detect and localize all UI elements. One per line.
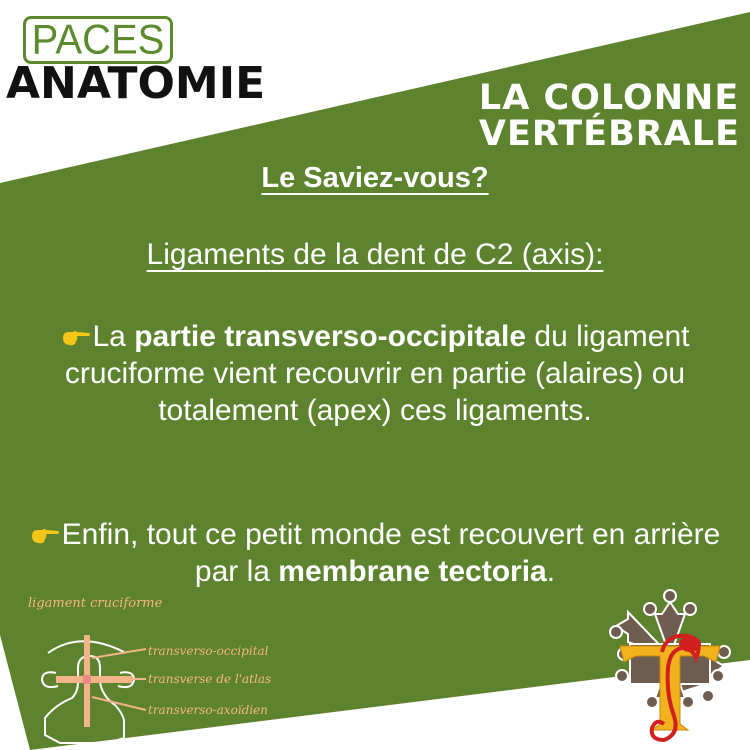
diagram-label-transverso-axoidien: transverso-axoïdien	[148, 703, 268, 717]
diagram-label-transverso-occipital: transverso-occipital	[148, 644, 269, 658]
bullet-1-bold: partie transverso-occipitale	[134, 320, 527, 353]
subheading	[0, 238, 750, 272]
occitan-cross-emblem-icon	[600, 584, 740, 744]
bullet-2-post: .	[546, 555, 556, 588]
heading	[0, 162, 750, 195]
diagram-title: ligament cruciforme	[28, 596, 163, 611]
bullet-2-bold: membrane tectoria	[278, 555, 547, 588]
pointing-hand-icon	[30, 524, 60, 546]
heading-text: Le Saviez-vous?	[261, 162, 489, 194]
bullet-paragraph-1	[0, 318, 750, 429]
logo-paces-text: PACES	[31, 16, 165, 64]
bullet-paragraph-2	[0, 516, 750, 590]
title-line-1: LA COLONNE	[478, 78, 740, 118]
logo-paces-box	[23, 16, 173, 64]
logo-anatomie-text: ANATOMIE	[6, 58, 266, 109]
subheading-text: Ligaments de la dent de C2 (axis):	[146, 238, 604, 271]
page-title	[479, 80, 740, 152]
pointing-hand-icon	[61, 326, 91, 348]
bullet-1-post: du ligament cruciforme vient recouvrir en partie (alaires) ou totalement (apex) ces ligaments.	[64, 320, 690, 427]
title-line-2: VERTÉBRALE	[478, 114, 740, 154]
diagram-label-transverse-atlas: transverse de l'atlas	[148, 672, 272, 686]
cruciform-ligament-diagram	[20, 590, 320, 750]
bullet-1-pre: La	[92, 320, 135, 353]
bullet-2-pre: Enfin, tout ce petit monde est recouvert en arrière par la	[61, 518, 721, 588]
